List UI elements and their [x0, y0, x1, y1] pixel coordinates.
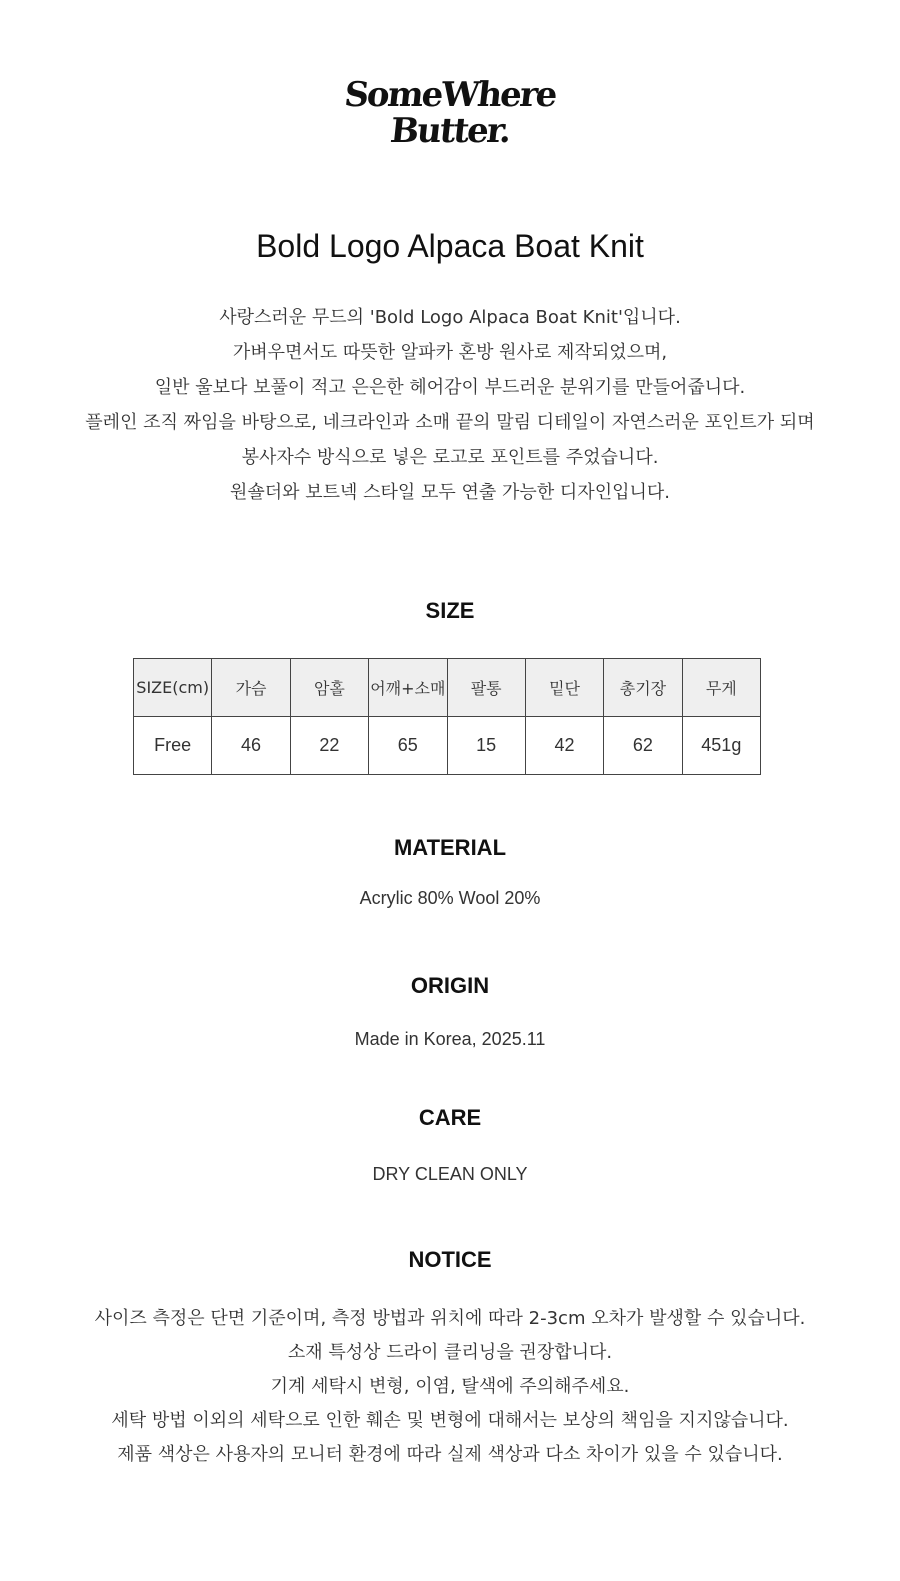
brand-logo-line2: Butter.: [388, 111, 512, 151]
size-table: [133, 658, 761, 775]
table-row: [134, 717, 761, 775]
notice-heading: NOTICE: [408, 1247, 492, 1272]
notice-line: 사이즈 측정은 단면 기준이며, 측정 방법과 위치에 따라 2-3cm 오차가 발생할 수 있습니다.: [94, 1308, 806, 1329]
description-line: 사랑스러운 무드의 'Bold Logo Alpaca Boat Knit'입니다.: [219, 307, 681, 328]
size-table-cell: 451g: [682, 717, 760, 775]
size-table-header: 어깨+소매: [369, 659, 447, 717]
size-table-header: 팔통: [447, 659, 525, 717]
notice-line: 세탁 방법 이외의 세탁으로 인한 훼손 및 변형에 대해서는 보상의 책임을 지지않습니다.: [111, 1410, 789, 1431]
size-heading: SIZE: [425, 598, 475, 623]
care-text: DRY CLEAN ONLY: [372, 1164, 528, 1184]
product-description: [0, 300, 900, 510]
material-heading: MATERIAL: [393, 835, 507, 860]
brand-logo-line1: SomeWhere: [342, 75, 558, 115]
brand-logo: [0, 76, 900, 150]
care-heading: CARE: [418, 1105, 482, 1130]
size-table-cell: 65: [369, 717, 447, 775]
size-table-header: 가슴: [212, 659, 290, 717]
description-line: 플레인 조직 짜임을 바탕으로, 네크라인과 소매 끝의 말림 디테일이 자연스러운 포인트가 되며: [85, 412, 815, 433]
size-table-header: 암홀: [290, 659, 368, 717]
description-line: 원숄더와 보트넥 스타일 모두 연출 가능한 디자인입니다.: [230, 482, 670, 503]
size-table-cell: Free: [134, 717, 212, 775]
size-table-cell: 42: [525, 717, 603, 775]
notice-list: [0, 1302, 900, 1472]
description-line: 봉사자수 방식으로 넣은 로고로 포인트를 주었습니다.: [241, 447, 659, 468]
size-table-header: SIZE(cm): [134, 659, 212, 717]
size-table-cell: 15: [447, 717, 525, 775]
origin-heading: ORIGIN: [410, 973, 490, 998]
notice-line: 제품 색상은 사용자의 모니터 환경에 따라 실제 색상과 다소 차이가 있을 수 있습니다.: [117, 1444, 783, 1465]
product-title: Bold Logo Alpaca Boat Knit: [256, 228, 644, 264]
description-line: 가벼우면서도 따뜻한 알파카 혼방 원사로 제작되었으며,: [232, 342, 668, 363]
size-table-header: 총기장: [604, 659, 682, 717]
size-table-cell: 22: [290, 717, 368, 775]
size-table-cell: 62: [604, 717, 682, 775]
size-table-header-row: [134, 659, 761, 717]
notice-line: 기계 세탁시 변형, 이염, 탈색에 주의해주세요.: [270, 1376, 630, 1397]
size-table-cell: 46: [212, 717, 290, 775]
description-line: 일반 울보다 보풀이 적고 은은한 헤어감이 부드러운 분위기를 만들어줍니다.: [154, 377, 746, 398]
material-text: Acrylic 80% Wool 20%: [359, 888, 541, 908]
size-table-header: 무게: [682, 659, 760, 717]
origin-text: Made in Korea, 2025.11: [354, 1029, 546, 1049]
notice-line: 소재 특성상 드라이 클리닝을 권장합니다.: [287, 1342, 613, 1363]
size-table-header: 밑단: [525, 659, 603, 717]
